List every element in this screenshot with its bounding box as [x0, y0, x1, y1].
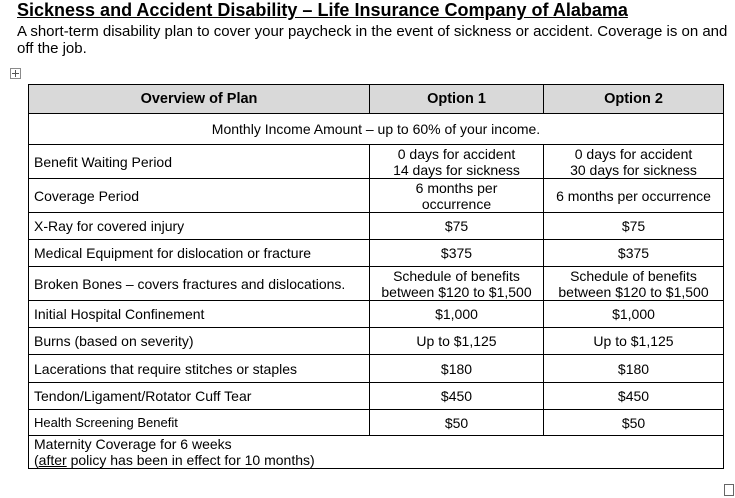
- value-line: occurrence: [421, 195, 492, 212]
- maternity-row: [29, 436, 724, 469]
- benefit-label: Broken Bones – covers fractures and dislocations.: [29, 267, 370, 301]
- table-row: [29, 383, 724, 410]
- value-line: $50: [621, 414, 646, 431]
- table-move-handle-icon[interactable]: [10, 68, 21, 79]
- benefit-label: Burns (based on severity): [29, 328, 370, 355]
- value-line: $75: [444, 218, 469, 234]
- value-line: $180: [440, 360, 473, 377]
- benefit-label: X-Ray for covered injury: [29, 213, 370, 240]
- table-row: [29, 179, 724, 213]
- value-line: 0 days for accident: [397, 145, 516, 162]
- value-line: 14 days for sickness: [393, 161, 520, 178]
- option-1-value: [370, 213, 544, 240]
- maternity-line-1: Maternity Coverage for 6 weeks: [34, 436, 232, 452]
- value-line: Up to $1,125: [593, 333, 674, 349]
- table-row: [29, 240, 724, 267]
- benefit-label: Health Screening Benefit: [29, 410, 370, 436]
- value-line: $375: [440, 245, 473, 261]
- option-2-value: [544, 301, 724, 328]
- benefit-label: Lacerations that require stitches or staples: [29, 355, 370, 383]
- benefit-label: Initial Hospital Confinement: [29, 301, 370, 328]
- option-2-value: [544, 267, 724, 301]
- value-line: $375: [617, 245, 650, 261]
- value-line: $1,000: [435, 306, 478, 322]
- monthly-income-row: [29, 114, 724, 145]
- value-line: between $120 to $1,500: [558, 283, 709, 300]
- value-line: $450: [617, 388, 650, 404]
- value-line: Schedule of benefits: [393, 267, 520, 284]
- value-line: 6 months per occurrence: [556, 187, 711, 204]
- maternity-rest: policy has been in effect for 10 months): [66, 452, 315, 468]
- benefit-label: Coverage Period: [29, 179, 370, 213]
- value-line: 0 days for accident: [574, 145, 693, 162]
- value-line: $1,000: [612, 306, 655, 322]
- benefit-label: Benefit Waiting Period: [29, 145, 370, 179]
- header-option-2: Option 2: [544, 85, 724, 114]
- option-1-value: [370, 179, 544, 213]
- option-1-value: [370, 410, 544, 436]
- maternity-cell: [29, 436, 724, 469]
- option-2-value: [544, 213, 724, 240]
- table-row: [29, 301, 724, 328]
- table-header-row: [29, 85, 724, 114]
- option-2-value: [544, 328, 724, 355]
- value-line: $50: [444, 414, 469, 431]
- value-line: $180: [617, 360, 650, 377]
- benefit-label: Tendon/Ligament/Rotator Cuff Tear: [29, 383, 370, 410]
- value-line: Up to $1,125: [416, 333, 497, 349]
- option-2-value: [544, 383, 724, 410]
- value-line: between $120 to $1,500: [381, 283, 532, 300]
- value-line: 6 months per: [415, 179, 498, 196]
- option-1-value: [370, 267, 544, 301]
- option-1-value: [370, 301, 544, 328]
- header-overview-of-plan: Overview of Plan: [29, 85, 370, 114]
- document-title: Sickness and Accident Disability – Life Insurance Company of Alabama: [17, 0, 628, 20]
- option-1-value: [370, 240, 544, 267]
- option-1-value: [370, 355, 544, 383]
- option-1-value: [370, 383, 544, 410]
- header-option-1: Option 1: [370, 85, 544, 114]
- table-row: [29, 410, 724, 436]
- intro-paragraph: A short-term disability plan to cover your paycheck in the event of sickness or accident. Coverage is on and off the job.: [17, 23, 728, 57]
- table-row: [29, 328, 724, 355]
- monthly-income-cell: Monthly Income Amount – up to 60% of your income.: [29, 114, 724, 145]
- maternity-paren: (: [34, 452, 39, 468]
- option-2-value: [544, 145, 724, 179]
- value-line: Schedule of benefits: [570, 267, 697, 284]
- value-line: 30 days for sickness: [570, 161, 697, 178]
- option-1-value: [370, 328, 544, 355]
- maternity-after-word: after: [38, 452, 67, 468]
- option-2-value: [544, 240, 724, 267]
- option-2-value: [544, 355, 724, 383]
- benefit-label: Medical Equipment for dislocation or fracture: [29, 240, 370, 267]
- page-corner-box: [724, 484, 734, 496]
- option-2-value: [544, 410, 724, 436]
- table-row: [29, 267, 724, 301]
- plan-overview-table: [28, 84, 724, 469]
- value-line: $450: [440, 388, 473, 404]
- option-2-value: [544, 179, 724, 213]
- value-line: $75: [621, 218, 646, 234]
- table-row: [29, 145, 724, 179]
- maternity-line-2: [34, 452, 718, 468]
- option-1-value: [370, 145, 544, 179]
- table-row: [29, 213, 724, 240]
- table-row: [29, 355, 724, 383]
